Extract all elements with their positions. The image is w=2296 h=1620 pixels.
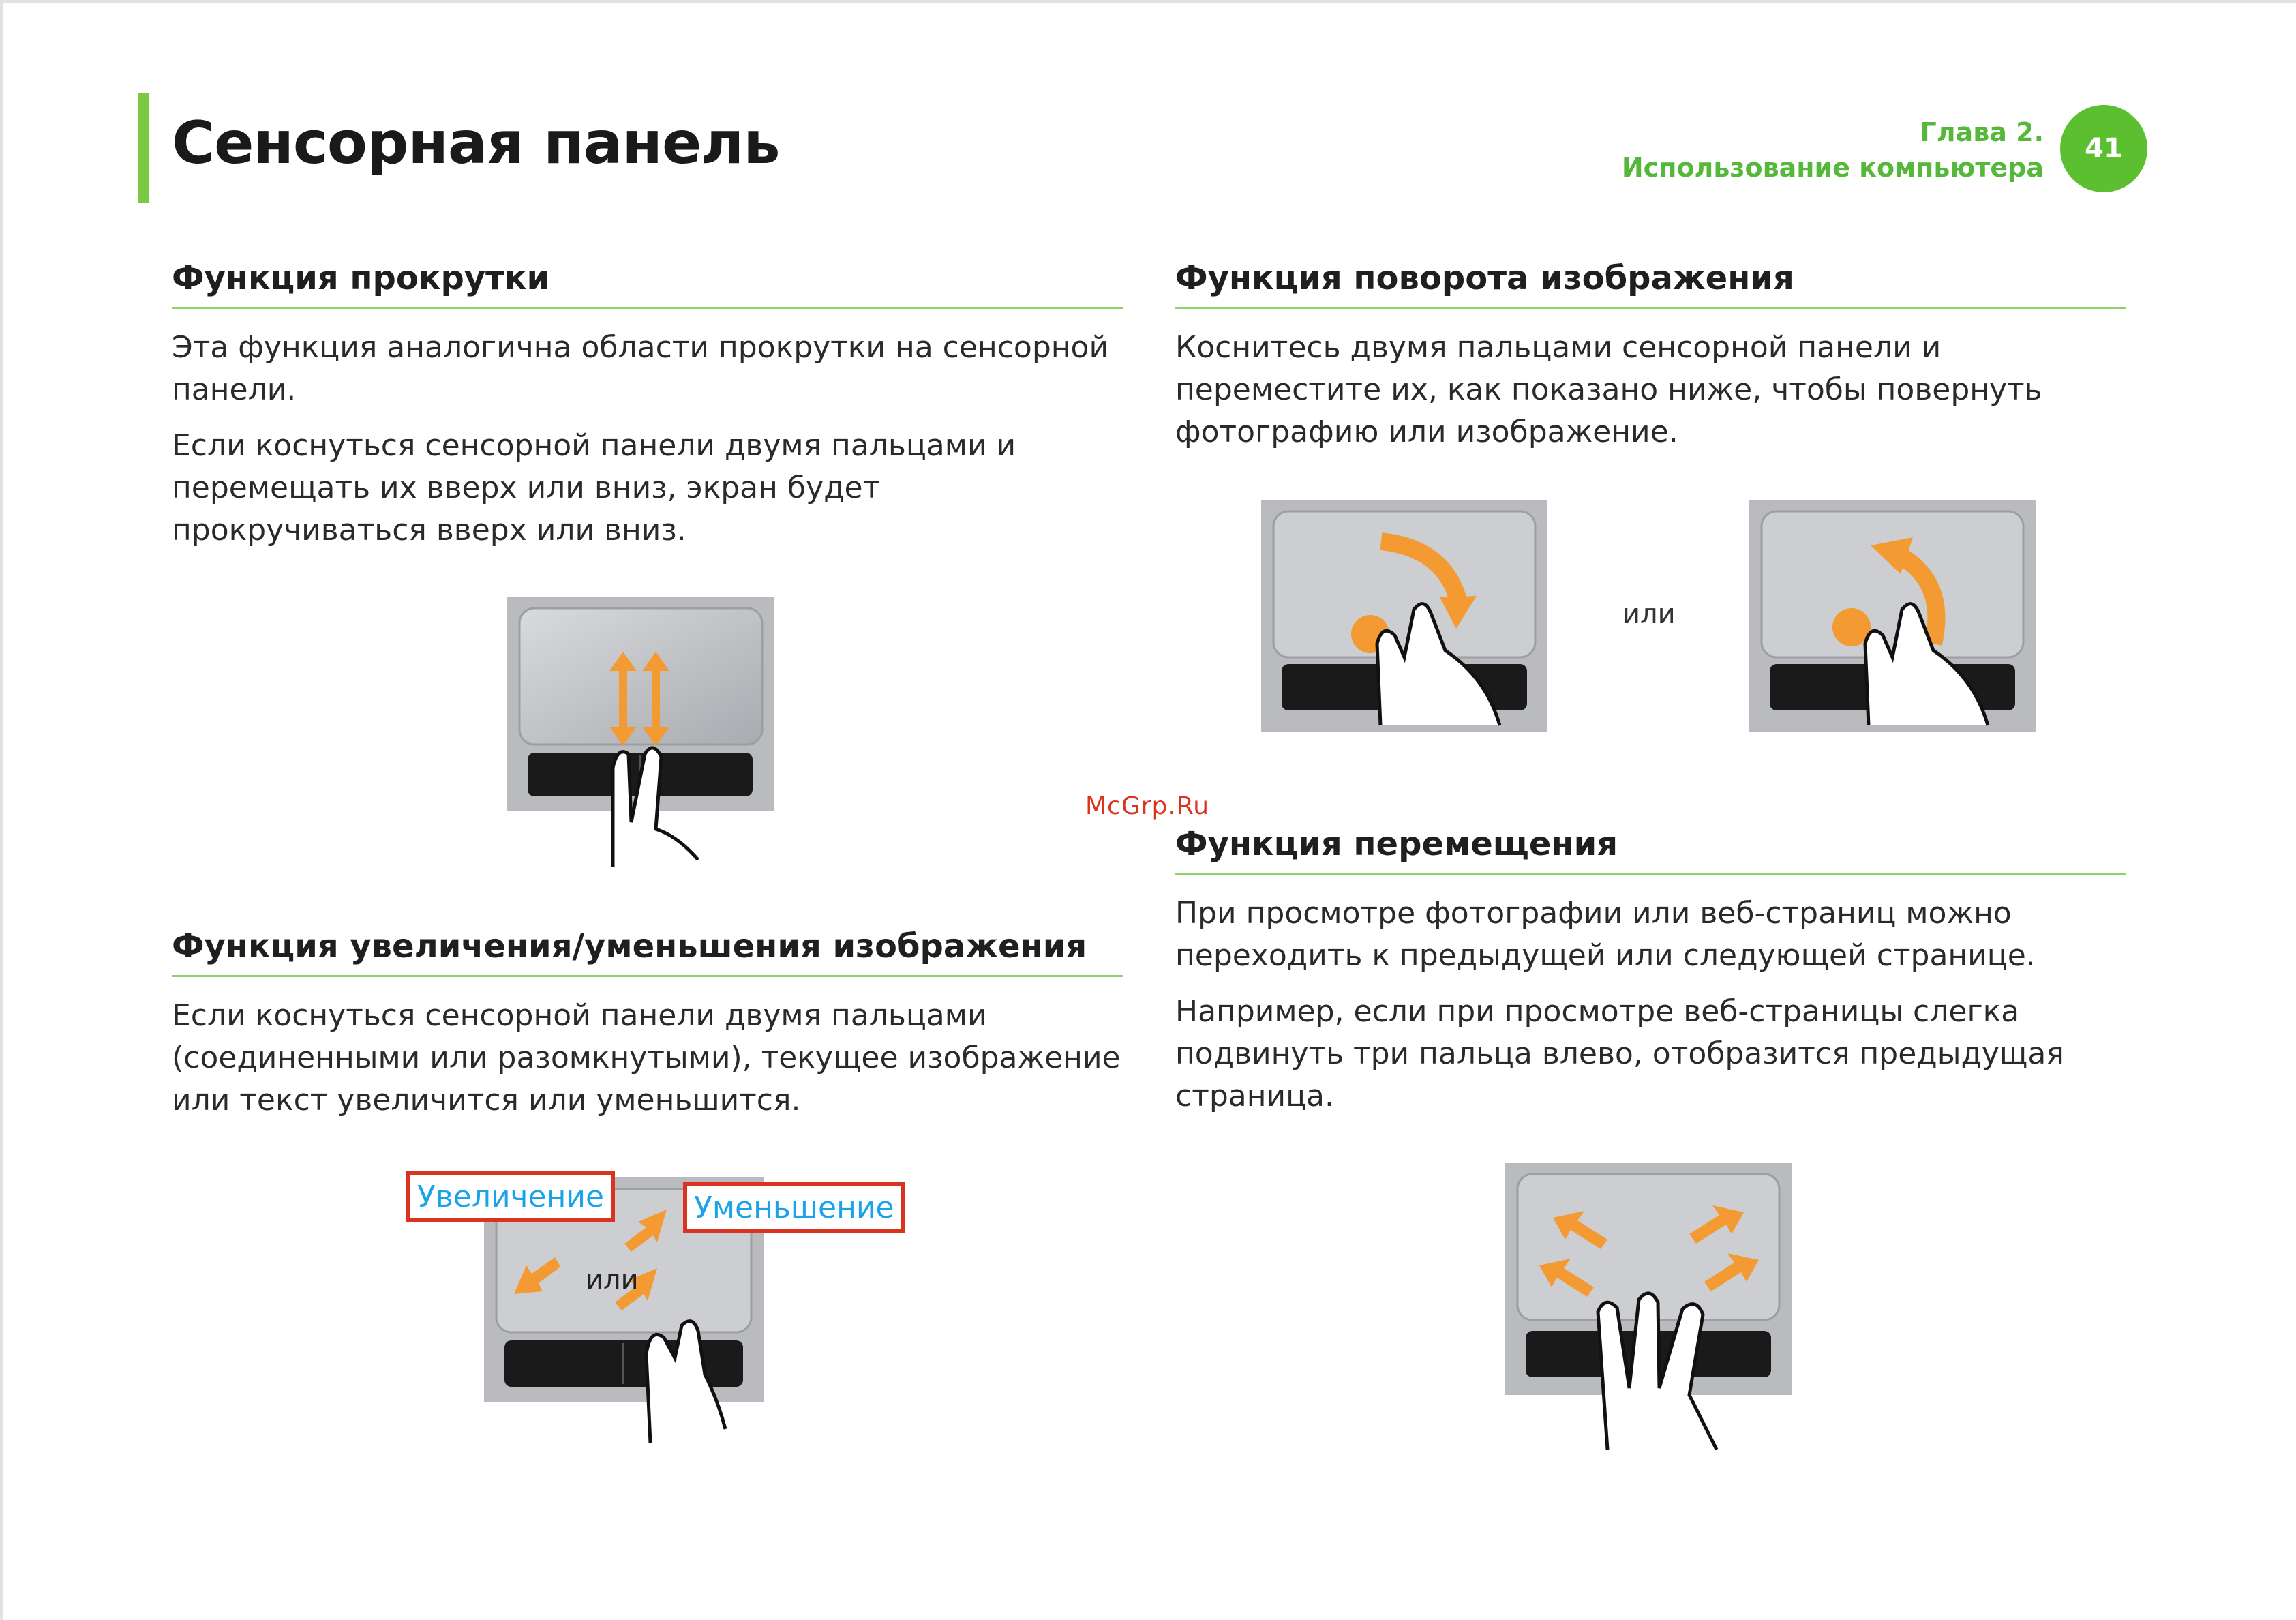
paragraph: Коснитесь двумя пальцами сенсорной панели и переместите их, как показано ниже, чтобы повернуть фотографию или изображение. [1175,330,2042,449]
paragraph: Эта функция аналогична области прокрутки на сенсорной панели. [172,330,1109,407]
touchpad-rotate-figure-1 [1261,500,1554,743]
paragraph: При просмотре фотографии или веб-страниц можно переходить к предыдущей или следующей странице. [1175,896,2036,973]
chapter-number: Глава 2. [1920,117,2044,147]
paragraph: Если коснуться сенсорной панели двумя пальцами (соединенными или разомкнутыми), текущее изображение или текст увеличится или уменьшится. [172,998,1121,1118]
touchpad-rotate-figure-2 [1749,500,2042,743]
watermark: McGrp.Ru [1085,792,1210,820]
page-number-badge: 41 [2060,105,2147,192]
section-zoom [172,927,1123,1122]
section-scroll [172,259,1123,552]
touchpad-surface [1762,511,2023,657]
or-label: или [1622,599,1676,630]
section-heading: Функция увеличения/уменьшения изображения [172,927,1123,977]
section-move [1175,825,2126,1118]
touchpad-move-figure [1505,1163,1798,1456]
zoom-out-callout: Уменьшение [683,1182,905,1233]
or-label: или [586,1264,639,1295]
section-heading: Функция перемещения [1175,825,2126,875]
touchpad-scroll-figure [507,597,780,870]
page-title: Сенсорная панель [172,109,780,177]
section-rotate [1175,259,2126,453]
paragraph: Если коснуться сенсорной панели двумя пальцами и перемещать их вверх или вниз, экран будет прокручиваться вверх или вниз. [172,428,1016,548]
section-heading: Функция прокрутки [172,259,1123,309]
paragraph: Например, если при просмотре веб-страницы слегка подвинуть три пальца влево, отобразится предыдущая страница. [1175,994,2064,1113]
chapter-label [1622,115,2044,185]
zoom-in-callout: Увеличение [406,1171,615,1222]
touchpad-surface [519,608,762,745]
touchpad-surface [1273,511,1535,657]
section-heading: Функция поворота изображения [1175,259,2126,309]
chapter-title: Использование компьютера [1621,153,2044,183]
title-accent-bar [138,93,149,203]
